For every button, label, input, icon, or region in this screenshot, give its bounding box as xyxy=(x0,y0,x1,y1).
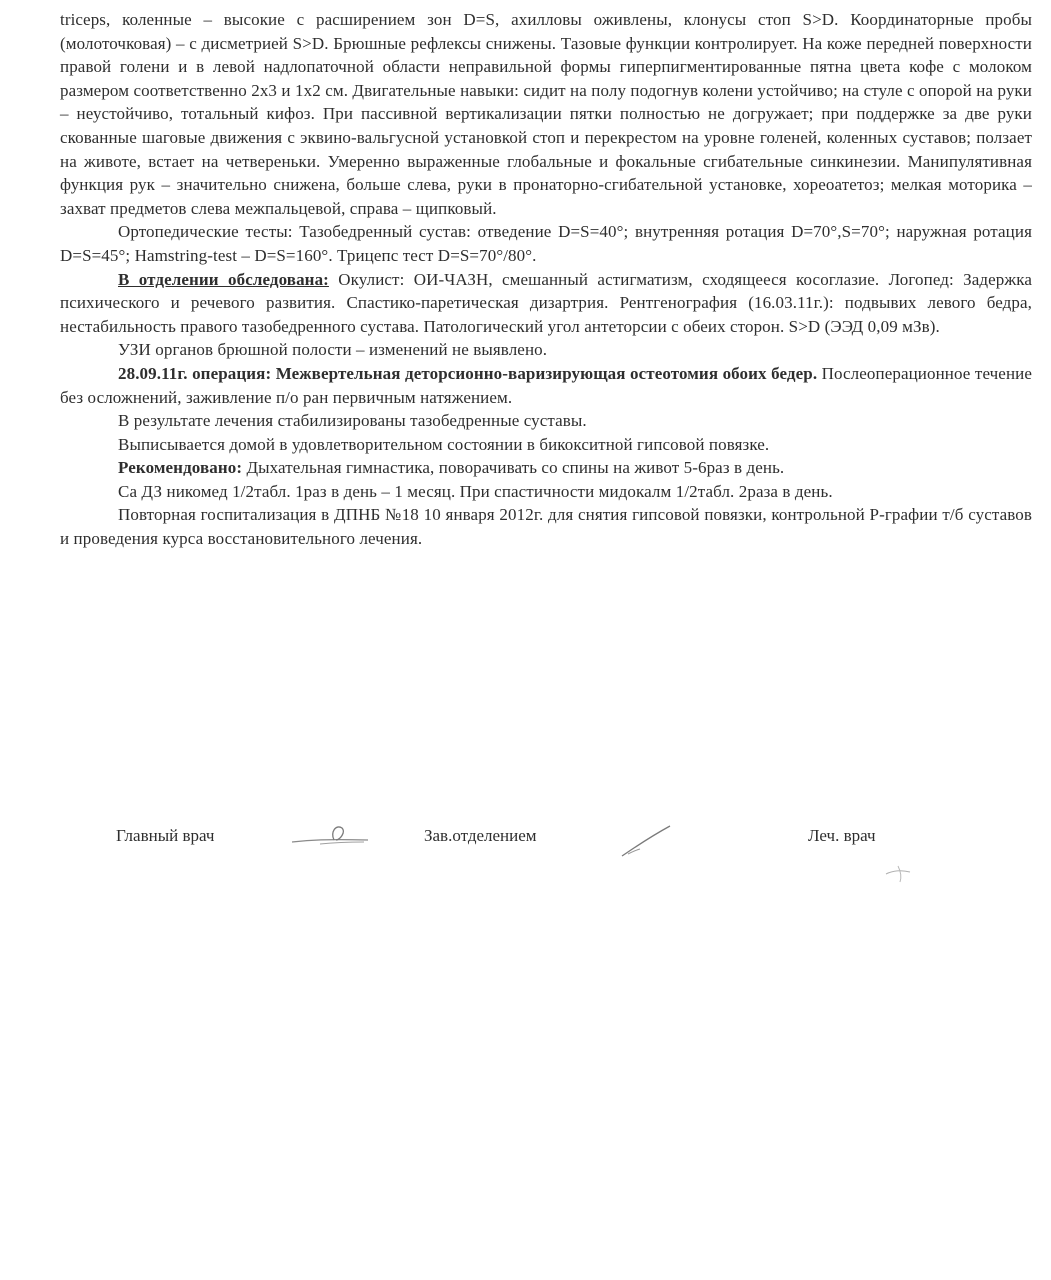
paragraph xyxy=(60,503,1032,550)
paragraph-text: Выписывается домой в удовлетворительном состоянии в бикокситной гипсовой повязке. xyxy=(118,434,770,454)
paragraph-text: Повторная госпитализация в ДПНБ №18 10 января 2012г. для снятия гипсовой повязки, контрольной Р-графии т/б суставов и проведения курса восстановительного лечения. xyxy=(60,505,1032,549)
paragraph-text: Ортопедические тесты: Тазобедренный сустав: отведение D=S=40°; внутренняя ротация D=70°,S=70°; наружная ротация D=S=45°; Hamstring-test – D=S=160°. Трицепс тест D=S=70°/80°. xyxy=(60,222,1032,265)
paragraph xyxy=(60,220,1032,267)
head-signature-mark xyxy=(618,822,674,862)
chief-signature-mark xyxy=(290,818,370,854)
paragraph-heading: 28.09.11г. операция: Межвертельная деторсионно-варизирующая остеотомия обоих бедер. xyxy=(118,363,818,383)
paragraph xyxy=(60,8,1032,220)
paragraph xyxy=(60,409,1032,433)
document-body xyxy=(60,8,1032,551)
doctor-signature-mark xyxy=(880,856,920,886)
paragraph-text: УЗИ органов брюшной полости – изменений не выявлено. xyxy=(118,340,548,360)
signature-block xyxy=(0,826,1051,896)
paragraph-text: Окулист: ОИ-ЧАЗН, смешанный астигматизм, сходящееся косоглазие. Логопед: Задержка психического и речевого развития. Спастико-паретическая дизартрия. Рентгенография (16.03.11г.): подвывих левого бедра, нестабильность правого тазобедренного сустава. Патологический угол антеторсии с обеих сторон. S>D (ЭЭД 0,09 мЗв). xyxy=(60,269,1032,336)
paragraph xyxy=(60,456,1032,480)
paragraph xyxy=(60,480,1032,504)
attending-doctor-label: Леч. врач xyxy=(808,826,876,845)
chief-doctor-label: Главный врач xyxy=(116,826,215,845)
paragraph-text: Са ДЗ никомед 1/2табл. 1раз в день – 1 месяц. При спастичности мидокалм 1/2табл. 2раза в день. xyxy=(118,481,833,501)
paragraph-heading: В отделении обследована: xyxy=(118,269,329,289)
paragraph-text: В результате лечения стабилизированы тазобедренные суставы. xyxy=(118,411,587,431)
paragraph xyxy=(60,362,1032,409)
paragraph xyxy=(60,433,1032,457)
paragraph-text: Дыхательная гимнастика, поворачивать со спины на живот 5-6раз в день. xyxy=(242,458,785,478)
paragraph-text: triceps, коленные – высокие с расширением зон D=S, ахилловы оживлены, клонусы стоп S>D. Координаторные пробы (молоточковая) – с дисметрией S>D. Брюшные рефлексы снижены. Тазовые функции контролирует. На коже передней поверхности правой голени и в левой надлопаточной области неправильной формы гиперпигментированные пятна цвета кофе с молоком размером соответственно 2х3 и 1х2 см. Двигательные навыки: сидит на полу подогнув колени устойчиво; на стуле с опорой на руки – неустойчиво, тотальный кифоз. При пассивной вертикализации пятки полностью не догружает; при поддержке за две руки скованные шаговые движения с эквино-вальгусной установкой стоп и перекрестом на уровне голеней, коленных суставов; ползает на животе, встает на четвереньки. Умеренно выраженные глобальные и фокальные сгибательные синкинезии. Манипулятивная функция рук – значительно снижена, больше слева, руки в пронаторно-сгибательной установке, хореоатетоз; мелкая моторика – захват предметов слева межпальцевой, справа – щипковый. xyxy=(60,10,1032,218)
paragraph xyxy=(60,268,1032,339)
paragraph-text: Послеоперационное течение без осложнений, заживление п/о ран первичным натяжением. xyxy=(60,363,1032,407)
paragraph-heading: Рекомендовано: xyxy=(118,458,243,478)
head-of-department-label: Зав.отделением xyxy=(424,826,537,845)
paragraph xyxy=(60,338,1032,362)
